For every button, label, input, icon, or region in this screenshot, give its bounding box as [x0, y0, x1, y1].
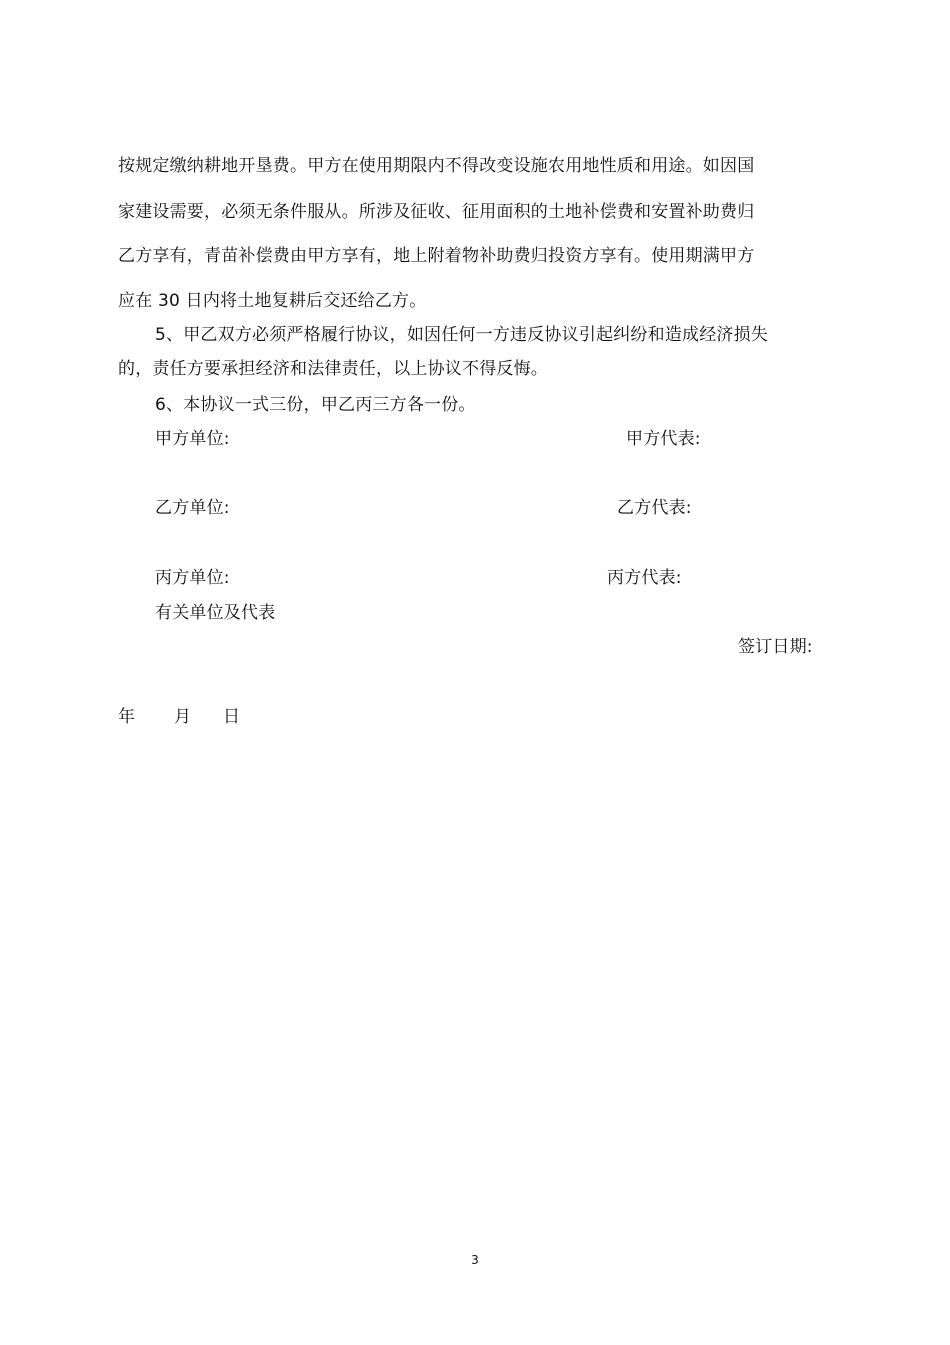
clause-text-line: 家建设需要，必须无条件服从。所涉及征收、征用面积的土地补偿费和安置补助费归	[118, 202, 755, 222]
date-day-label: 日	[223, 707, 241, 727]
clause-5-text: 的，责任方要承担经济和法律责任，以上协议不得反悔。	[118, 359, 548, 379]
party-a-rep-label: 甲方代表:	[626, 429, 701, 449]
sign-date-label: 签订日期:	[738, 637, 813, 657]
date-year-label: 年	[118, 707, 136, 727]
party-a-unit-label: 甲方单位:	[155, 429, 230, 449]
clause-text-line: 按规定缴纳耕地开垦费。甲方在使用期限内不得改变设施农用地性质和用途。如因国	[118, 156, 755, 176]
date-month-label: 月	[174, 707, 192, 727]
party-b-unit-label: 乙方单位:	[155, 498, 230, 518]
page-number: 3	[471, 1253, 479, 1267]
clause-5-text: 5、甲乙双方必须严格履行协议，如因任何一方违反协议引起纠纷和造成经济损失	[155, 325, 769, 345]
clause-text-line: 应在 30 日内将土地复耕后交还给乙方。	[118, 291, 427, 311]
related-parties-label: 有关单位及代表	[155, 603, 276, 623]
party-b-rep-label: 乙方代表:	[617, 498, 692, 518]
clause-text-line: 乙方享有，青苗补偿费由甲方享有，地上附着物补助费归投资方享有。使用期满甲方	[118, 246, 755, 266]
party-c-unit-label: 丙方单位:	[155, 568, 230, 588]
party-c-rep-label: 丙方代表:	[607, 568, 682, 588]
clause-6-text: 6、本协议一式三份，甲乙丙三方各一份。	[155, 395, 476, 415]
